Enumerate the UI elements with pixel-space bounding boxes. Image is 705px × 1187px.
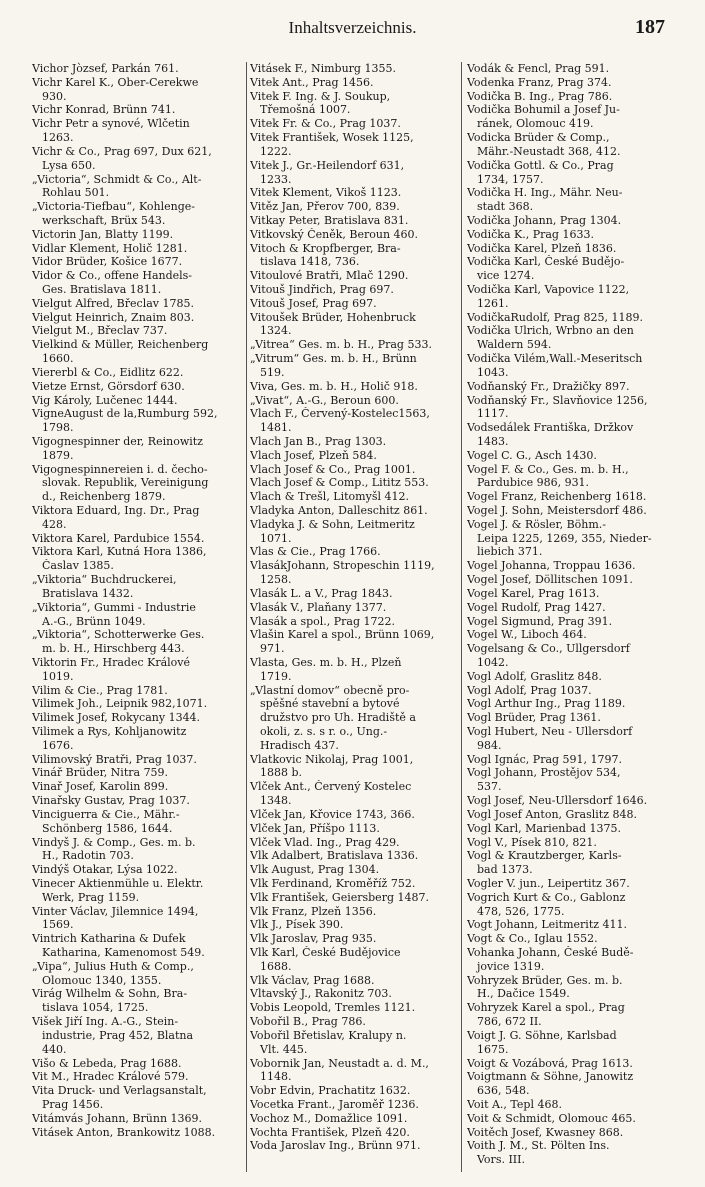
index-entry-line: Vielgut Heinrich, Znaim 803. — [32, 310, 195, 324]
index-entry-line: Vintrich Katharina & Dufek — [32, 932, 186, 946]
index-entry-line: Vogl Arthur Ing., Prag 1189. — [467, 697, 626, 711]
index-entry-line: Vlt. 445. — [260, 1042, 308, 1056]
index-entry-line: Vodicka Brüder & Comp., — [467, 131, 610, 145]
index-entry-line: Vit M., Hradec Králové 579. — [32, 1070, 189, 1084]
index-entry-line: Vinter Václav, Jilemnice 1494, — [32, 904, 199, 918]
index-entry-line: Viva, Ges. m. b. H., Holič 918. — [250, 379, 418, 393]
index-entry-line: Vodička Bohumil a Josef Ju- — [467, 103, 620, 117]
index-entry-line: Vita Druck- und Verlagsanstalt, — [32, 1084, 207, 1098]
index-entry-line: Vogl V., Písek 810, 821. — [467, 835, 597, 849]
index-entry-line: Voit & Schmidt, Olomouc 465. — [467, 1111, 636, 1125]
page-title: Inhaltsverzeichnis. — [288, 18, 417, 37]
index-entry-line: Vlček Jan, Příšpo 1113. — [250, 821, 380, 835]
index-entry-line: slovak. Republik, Vereinigung — [42, 476, 209, 490]
index-entry-line: Vigognespinnereien i. d. čecho- — [32, 462, 208, 476]
index-entry-line: Vilimovský Bratři, Prag 1037. — [32, 752, 197, 766]
index-entry-line: Vodňanský Fr., Slavňovice 1256, — [467, 393, 648, 407]
index-entry-line: Viktorin Fr., Hradec Králové — [32, 655, 191, 669]
index-entry-line: Vogel Karel, Prag 1613. — [467, 586, 600, 600]
index-entry-line: 1483. — [477, 434, 509, 448]
index-entry-line: VodičkaRudolf, Prag 825, 1189. — [467, 310, 643, 324]
index-entry-line: industrie, Prag 452, Blatna — [42, 1028, 194, 1042]
index-entry-line: werkschaft, Brüx 543. — [42, 213, 166, 227]
index-entry-line: Vodička Karel, Plzeň 1836. — [467, 241, 617, 255]
index-entry-line: Vidor & Co., offene Handels- — [32, 269, 193, 283]
index-entry-line: Vichr & Co., Prag 697, Dux 621, — [32, 144, 212, 158]
index-entry-line: Vlasta, Ges. m. b. H., Plzeň — [250, 655, 402, 669]
index-entry-line: Vlach Josef & Co., Prag 1001. — [250, 462, 416, 476]
index-entry-line: 1258. — [260, 573, 292, 587]
index-entry-line: 1719. — [260, 669, 292, 683]
index-entry-line: Vohryzek Brüder, Ges. m. b. — [467, 973, 623, 987]
index-entry-line: Vielgut M., Břeclav 737. — [32, 324, 168, 338]
index-entry-line: Vinciguerra & Cie., Mähr.- — [32, 807, 180, 821]
index-entry-line: Vitoušek Brüder, Hohenbruck — [250, 310, 416, 324]
index-entry-line: Vlatkovic Nikolaj, Prag 1001, — [250, 752, 414, 766]
index-entry-line: Vogelsang & Co., Ullgersdorf — [467, 642, 630, 656]
index-entry-line: liebich 371. — [477, 545, 543, 559]
index-entry-line: „Victoria“, Schmidt & Co., Alt- — [32, 172, 202, 186]
index-entry-line: Vogt & Co., Iglau 1552. — [467, 932, 598, 946]
index-entry-line: Vitouš Jindřich, Prag 697. — [250, 283, 394, 296]
index-entry-line: Vindýš Otakar, Lýsa 1022. — [32, 863, 178, 877]
index-entry-line: Vidor Brüder, Košice 1677. — [32, 255, 183, 269]
index-entry-line: ránek, Olomouc 419. — [477, 117, 594, 131]
index-entry-line: 478, 526, 1775. — [477, 904, 565, 918]
index-entry-line: Vogl Ignác, Prag 591, 1797. — [467, 752, 623, 766]
index-entry-line: Vitek Ant., Prag 1456. — [250, 75, 374, 89]
index-entry-line: Vlach F., Červený-Kostelec1563, — [250, 407, 430, 421]
index-entry-line: Vitkovský Čeněk, Beroun 460. — [250, 227, 419, 241]
index-entry-line: Vodák & Fencl, Prag 591. — [467, 62, 610, 75]
index-entry-line: Vitek F. Ing. & J. Soukup, — [250, 89, 391, 103]
index-entry-line: „Vivat“, A.-G., Beroun 600. — [250, 393, 399, 407]
index-entry-line: Vodička Karl, Vapovice 1122, — [467, 283, 630, 296]
index-entry-line: Vitásek Anton, Brankowitz 1088. — [32, 1125, 216, 1139]
index-entry-line: Ges. Bratislava 1811. — [42, 283, 162, 296]
index-entry-line: Vogel Johanna, Troppau 1636. — [467, 559, 636, 573]
index-entry-line: Vodička B. Ing., Prag 786. — [467, 89, 613, 103]
index-entry-line: H., Dačice 1549. — [477, 987, 570, 1001]
index-entry-line: Vlček Jan, Křovice 1743, 366. — [250, 807, 415, 821]
index-entry-line: 636, 548. — [477, 1084, 530, 1098]
index-entry-line: Vlček Ant., Červený Kostelec — [250, 780, 412, 794]
index-entry-line: Vielgut Alfred, Břeclav 1785. — [32, 296, 194, 310]
index-entry-line: Vogel J. & Rösler, Böhm.- — [467, 517, 607, 531]
index-entry-line: stadt 368. — [477, 200, 534, 214]
index-entry-line: Voigt & Vozábová, Prag 1613. — [467, 1056, 633, 1070]
index-entry-line: Vlček Vlad. Ing., Prag 429. — [250, 835, 400, 849]
index-entry-line: Hradisch 437. — [260, 738, 339, 752]
index-entry-line: 786, 672 II. — [477, 1015, 542, 1029]
page-number: 187 — [635, 16, 665, 38]
index-entry-line: 1148. — [260, 1070, 292, 1084]
index-entry-line: Vogl Karl, Marienbad 1375. — [467, 821, 621, 835]
index-entry-line: A.-G., Brünn 1049. — [42, 614, 146, 628]
index-entry-line: Vlach Josef & Comp., Lititz 553. — [250, 476, 429, 490]
index-entry-line: Vichr Karel K., Ober-Cerekwe — [32, 75, 199, 89]
index-entry-line: Vobořil B., Prag 786. — [250, 1015, 366, 1029]
index-entry-line: „Vipa“, Julius Huth & Comp., — [32, 959, 194, 973]
index-entry-line: Višek Jiří Ing. A.-G., Stein- — [32, 1015, 179, 1029]
index-entry-line: Vilim & Cie., Prag 1781. — [32, 683, 168, 697]
index-entry-line: m. b. H., Hirschberg 443. — [42, 642, 185, 656]
index-entry-line: Voith J. M., St. Pölten Ins. — [467, 1139, 610, 1153]
index-entry-line: 1879. — [42, 448, 74, 462]
index-entry-line: Vogl Josef Anton, Graslitz 848. — [467, 807, 638, 821]
index-entry-line: 1071. — [260, 531, 292, 545]
index-entry-line: Vlk František, Geiersberg 1487. — [250, 890, 429, 904]
index-entry-line: 1888 b. — [260, 766, 303, 780]
index-entry-line: Waldern 594. — [477, 338, 552, 352]
index-entry-line: Vlk Václav, Prag 1688. — [250, 973, 375, 987]
index-entry-line: Virág Wilhelm & Sohn, Bra- — [32, 987, 188, 1001]
index-entry-line: Vichor Jòzsef, Parkán 761. — [32, 62, 179, 75]
index-entry-line: „Vlastní domov“ obecně pro- — [250, 683, 410, 697]
index-entry-line: spěšné stavební a bytové — [260, 697, 400, 711]
index-entry-line: Bratislava 1432. — [42, 586, 134, 600]
index-entry-line: Vogel J. Sohn, Meistersdorf 486. — [467, 504, 647, 517]
index-entry-line: Vodsedálek Františka, Držkov — [467, 421, 634, 435]
index-entry-line: Olomouc 1340, 1355. — [42, 973, 162, 987]
index-entry-line: 1660. — [42, 352, 74, 366]
index-entry-line: Vitek František, Wosek 1125, — [250, 131, 414, 145]
index-entry-line: 1688. — [260, 959, 292, 973]
index-entry-line: Viktora Karel, Pardubice 1554. — [32, 531, 205, 545]
index-entry-line: Vigognespinner der, Reinowitz — [32, 434, 203, 448]
index-entry-line: Vitek Fr. & Co., Prag 1037. — [250, 117, 401, 131]
index-entry-line: Vohryzek Karel a spol., Prag — [467, 1001, 625, 1015]
index-entry-line: VlasákJohann, Stropeschin 1119, — [250, 559, 435, 573]
index-entry-line: Vinecer Aktienmühle u. Elektr. — [32, 876, 204, 890]
index-entry-line: Vitek J., Gr.-Heilendorf 631, — [250, 158, 405, 172]
index-entry-line: 971. — [260, 642, 285, 656]
index-entry-line: Voda Jaroslav Ing., Brünn 971. — [250, 1139, 421, 1153]
index-entry-line: Prag 1456. — [42, 1097, 104, 1111]
index-entry-line: Vodička K., Prag 1633. — [467, 227, 594, 241]
index-entry-line: Vodička H. Ing., Mähr. Neu- — [467, 186, 623, 200]
index-entry-line: Vladyka J. & Sohn, Leitmeritz — [250, 517, 415, 531]
index-entry-line: Vlasák a spol., Prag 1722. — [250, 614, 396, 628]
index-entry-line: Vlk Karl, České Budějovice — [250, 946, 401, 959]
index-entry-line: Viererbl & Co., Eidlitz 622. — [32, 365, 184, 379]
index-entry-line: 537. — [477, 780, 502, 794]
index-entry-line: Časlav 1385. — [42, 559, 114, 573]
index-entry-line: Voitěch Josef, Kwasney 868. — [467, 1125, 624, 1139]
index-entry-line: tislava 1054, 1725. — [42, 1001, 149, 1015]
index-entry-line: Vitek Klement, Vikoš 1123. — [250, 186, 402, 200]
index-entry-line: Vitásek F., Nimburg 1355. — [250, 62, 396, 75]
index-entry-line: 984. — [477, 738, 502, 752]
index-entry-line: Vochta František, Plzeň 420. — [250, 1125, 410, 1139]
index-entry-line: d., Reichenberg 1879. — [42, 490, 166, 504]
index-entry-line: 1261. — [477, 296, 509, 310]
index-entry-line: Schönberg 1586, 1644. — [42, 821, 173, 835]
index-entry-line: 1348. — [260, 794, 292, 808]
index-entry-line: Vlk Adalbert, Bratislava 1336. — [250, 849, 419, 863]
index-entry-line: Vogler V. jun., Leipertitz 367. — [467, 876, 630, 890]
index-entry-line: 519. — [260, 365, 285, 379]
index-entry-line: Vogel F. & Co., Ges. m. b. H., — [467, 462, 629, 476]
index-entry-line: Vogt Johann, Leitmeritz 411. — [467, 918, 628, 932]
index-entry-line: 1675. — [477, 1042, 509, 1056]
index-entry-line: 1019. — [42, 669, 74, 683]
index-entry-line: Vobořil Břetislav, Kralupy n. — [250, 1028, 407, 1042]
index-entry-line: Vogl Brüder, Prag 1361. — [467, 711, 601, 725]
index-entry-line: Lysa 650. — [42, 158, 96, 172]
index-entry-line: Viktora Eduard, Ing. Dr., Prag — [32, 504, 200, 517]
index-entry-line: Vladyka Anton, Dalleschitz 861. — [250, 504, 428, 517]
index-column-3 — [467, 62, 673, 1172]
index-entry-line: Viktora Karl, Kutná Hora 1386, — [32, 545, 207, 559]
index-entry-line: Vohanka Johann, České Budě- — [467, 946, 634, 959]
index-entry-line: Vogl Johann, Prostějov 534, — [467, 766, 621, 780]
index-entry-line: Vlach Josef, Plzeň 584. — [250, 448, 377, 462]
index-entry-line: Rohlau 501. — [42, 186, 110, 200]
index-entry-line: Vielkind & Müller, Reichenberg — [32, 338, 209, 352]
index-entry-line: 440. — [42, 1042, 67, 1056]
index-entry-line: jovice 1319. — [477, 959, 545, 973]
index-entry-line: 1233. — [260, 172, 292, 186]
index-entry-line: Katharina, Kamenomost 549. — [42, 946, 205, 959]
column-divider — [461, 62, 462, 1172]
index-entry-line: Vodička Johann, Prag 1304. — [467, 213, 622, 227]
index-entry-line: „Vitrum“ Ges. m. b. H., Brünn — [250, 352, 417, 366]
index-entry-line: Vogel Franz, Reichenberg 1618. — [467, 490, 647, 504]
index-entry-line: 1324. — [260, 324, 292, 338]
index-entry-line: Vodička Ulrich, Wrbno an den — [467, 324, 634, 338]
index-entry-line: Vogl Adolf, Prag 1037. — [467, 683, 592, 697]
index-entry-line: „Viktoria“, Gummi - Industrie — [32, 600, 196, 614]
index-entry-line: Vindyš J. & Comp., Ges. m. b. — [32, 835, 196, 849]
index-entry-line: Vlašin Karel a spol., Brünn 1069, — [250, 628, 435, 642]
index-entry-line: 1481. — [260, 421, 292, 435]
index-entry-line: Vitěz Jan, Přerov 700, 839. — [250, 200, 400, 214]
index-entry-line: Vilimek a Rys, Kohljanowitz — [32, 725, 187, 738]
index-entry-line: Vitkay Peter, Bratislava 831. — [250, 213, 409, 227]
index-entry-line: 930. — [42, 89, 67, 103]
index-entry-line: „Victoria-Tiefbau“, Kohlenge- — [32, 200, 195, 214]
index-entry-line: Vogl & Krautzberger, Karls- — [467, 849, 622, 863]
index-entry-line: Vobr Edvin, Prachatitz 1632. — [250, 1084, 411, 1098]
index-entry-line: Vodenka Franz, Prag 374. — [467, 75, 612, 89]
index-entry-line: Vidlar Klement, Holič 1281. — [32, 241, 188, 255]
index-entry-line: Vlach & Trešl, Litomyšl 412. — [250, 490, 409, 504]
index-entry-line: Vietze Ernst, Görsdorf 630. — [32, 379, 185, 393]
index-entry-line: tislava 1418, 736. — [260, 255, 360, 269]
index-entry-line: Voigtmann & Söhne, Janowitz — [467, 1070, 634, 1084]
page-header — [0, 16, 705, 42]
index-entry-line: Vlach Jan B., Prag 1303. — [250, 434, 387, 448]
index-entry-line: H., Radotin 703. — [42, 849, 134, 863]
index-entry-line: Vitoch & Kropfberger, Bra- — [250, 241, 401, 255]
index-entry-line: Vogl Hubert, Neu - Ullersdorf — [467, 725, 633, 738]
index-entry-line: Vilimek Joh., Leipnik 982,1071. — [32, 697, 208, 711]
index-entry-line: Vlk J., Písek 390. — [250, 918, 344, 932]
index-entry-line: Vocetka Frant., Jaroměř 1236. — [250, 1097, 419, 1111]
index-entry-line: Vltavský J., Rakonitz 703. — [250, 987, 392, 1001]
index-entry-line: 1042. — [477, 655, 509, 669]
index-entry-line: okoli, z. s. s r. o., Ung.- — [260, 725, 388, 738]
index-entry-line: Vogel C. G., Asch 1430. — [467, 448, 597, 462]
index-entry-line: Vors. III. — [477, 1153, 525, 1167]
index-entry-line: Vichr Konrad, Brünn 741. — [32, 103, 176, 117]
index-entry-line: 1222. — [260, 144, 292, 158]
index-entry-line: Vobis Leopold, Tremles 1121. — [250, 1001, 416, 1015]
index-entry-line: Vitoulové Bratři, Mlač 1290. — [250, 269, 409, 283]
index-entry-line: Vodička Vilém,Wall.-Meseritsch — [467, 352, 643, 366]
index-entry-line: Vogel Josef, Döllitschen 1091. — [467, 573, 633, 587]
index-entry-line: 1569. — [42, 918, 74, 932]
index-entry-line: Vochoz M., Domažlice 1091. — [250, 1111, 408, 1125]
index-entry-line: Voit A., Tepl 468. — [467, 1097, 562, 1111]
index-entry-line: Vlk August, Prag 1304. — [250, 863, 380, 877]
index-column-2 — [250, 62, 458, 1172]
index-entry-line: Vinařsky Gustav, Prag 1037. — [32, 794, 190, 808]
index-entry-line: Vobornik Jan, Neustadt a. d. M., — [250, 1056, 429, 1070]
index-entry-line: Vogel Sigmund, Prag 391. — [467, 614, 613, 628]
index-entry-line: VigneAugust de la,Rumburg 592, — [32, 407, 218, 421]
index-entry-line: Vitámvás Johann, Brünn 1369. — [32, 1111, 203, 1125]
index-entry-line: 428. — [42, 517, 67, 531]
index-entry-line: Vogel Rudolf, Prag 1427. — [467, 600, 606, 614]
index-entry-line: 1798. — [42, 421, 74, 435]
index-entry-line: Victorin Jan, Blatty 1199. — [32, 227, 174, 241]
index-entry-line: Třemošná 1007. — [260, 103, 351, 117]
index-entry-line: bad 1373. — [477, 863, 533, 877]
index-entry-line: Vitouš Josef, Prag 697. — [250, 296, 377, 310]
index-entry-line: „Viktoria“ Buchdruckerei, — [32, 573, 177, 587]
index-entry-line: „Vitrea“ Ges. m. b. H., Prag 533. — [250, 338, 432, 352]
index-entry-line: „Viktoria“, Schotterwerke Ges. — [32, 628, 205, 642]
index-entry-line: Višo & Lebeda, Prag 1688. — [32, 1056, 182, 1070]
index-entry-line: 1117. — [477, 407, 509, 421]
index-entry-line: Mähr.-Neustadt 368, 412. — [477, 144, 621, 158]
index-entry-line: Werk, Prag 1159. — [42, 890, 140, 904]
index-column-1 — [32, 62, 245, 1172]
index-entry-line: Vinář Brüder, Nitra 759. — [32, 766, 169, 780]
index-entry-line: Vlk Jaroslav, Prag 935. — [250, 932, 377, 946]
index-entry-line: Vodňanský Fr., Dražičky 897. — [467, 379, 630, 393]
index-entry-line: 1734, 1757. — [477, 172, 544, 186]
index-entry-line: Vlasák L. a V., Prag 1843. — [250, 586, 393, 600]
index-entry-line: Vichr Petr a synové, Wlčetin — [32, 117, 190, 131]
index-entry-line: Vodička Gottl. & Co., Prag — [467, 158, 614, 172]
index-entry-line: 1043. — [477, 365, 509, 379]
index-entry-line: Vilimek Josef, Rokycany 1344. — [32, 711, 201, 725]
index-entry-line: 1263. — [42, 131, 74, 145]
index-entry-line: Vlk Ferdinand, Kroměříž 752. — [250, 876, 416, 890]
index-entry-line: Vinař Josef, Karolin 899. — [32, 780, 169, 794]
index-entry-line: Vlasák V., Plaňany 1377. — [250, 600, 387, 614]
index-entry-line: Pardubice 986, 931. — [477, 476, 590, 490]
index-entry-line: Vodička Karl, České Budějo- — [467, 255, 625, 269]
index-entry-line: Voigt J. G. Söhne, Karlsbad — [467, 1028, 617, 1042]
index-entry-line: Leipa 1225, 1269, 355, Nieder- — [477, 531, 652, 545]
index-entry-line: Vogl Josef, Neu-Ullersdorf 1646. — [467, 794, 648, 808]
column-divider — [246, 62, 247, 1172]
index-entry-line: 1676. — [42, 738, 74, 752]
index-entry-line: družstvo pro Uh. Hradiště a — [260, 711, 416, 725]
index-entry-line: Vlas & Cie., Prag 1766. — [250, 545, 381, 559]
index-entry-line: Vogrich Kurt & Co., Gablonz — [467, 890, 626, 904]
index-entry-line: Vlk Franz, Plzeň 1356. — [250, 904, 377, 918]
index-entry-line: Vig Károly, Lučenec 1444. — [32, 393, 178, 407]
index-entry-line: vice 1274. — [477, 269, 535, 283]
index-entry-line: Vogel W., Liboch 464. — [467, 628, 587, 642]
index-entry-line: Vogl Adolf, Graslitz 848. — [467, 669, 602, 683]
